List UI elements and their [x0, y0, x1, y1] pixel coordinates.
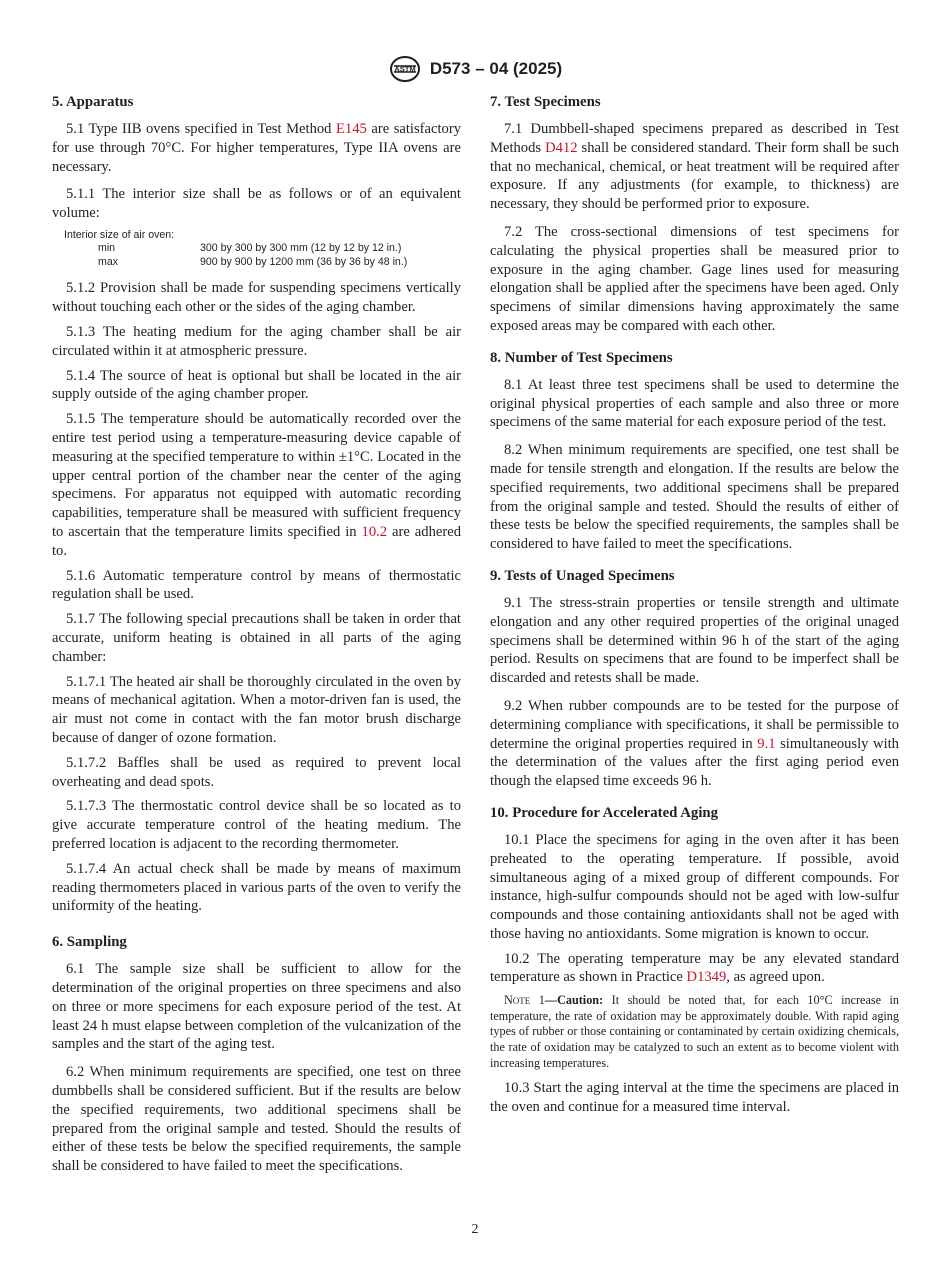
section-7-heading: 7. Test Specimens [490, 94, 601, 110]
note-label: Note 1 [504, 993, 545, 1008]
section-8-number-of-specimens [490, 348, 899, 554]
section-9-unaged-specimens [490, 566, 899, 791]
page-number: 2 [471, 1222, 479, 1237]
table-row [64, 256, 407, 270]
paragraph-9-2 [490, 697, 899, 791]
paragraph-8-2: 8.2 When minimum requirements are specified, one test shall be made for tensile strength and elongation. If the results are below the specified requirements, two additional specimens shall be prepared from the original sample and tested. Should the results of either of these tests be below the specified requirements, the samples shall be considered to have failed to meet the specifications. [490, 442, 899, 553]
right-column [490, 92, 899, 1129]
section-8-heading: 8. Number of Test Specimens [490, 349, 673, 366]
astm-logo-text: ASTM [394, 64, 416, 74]
link-e145[interactable]: E145 [336, 121, 367, 137]
paragraph-text: are adhered to. [52, 524, 461, 559]
table-cell-label: min [98, 242, 116, 255]
table-cell-value: 300 by 300 by 300 mm (12 by 12 by 12 in.) [200, 242, 402, 255]
paragraph-5-1-6: 5.1.6 Automatic temperature control by means of thermostatic regulation shall be used. [52, 567, 461, 603]
paragraph-5-1-5 [52, 410, 461, 560]
paragraph-6-2: 6.2 When minimum requirements are specified, one test on three dumbbells shall be considered sufficient. But if the results are below the specified requirements, two additional specimens shall be prepared from the original sample and tested. Should the results of either of these tests be below the specified requirements, the sample shall be considered to have failed to meet the specifications. [52, 1064, 461, 1175]
paragraph-5-1-7: 5.1.7 The following special precautions shall be taken in order that accurate, uniform heating is obtained in all parts of the aging chamber: [52, 611, 461, 665]
section-9-heading: 9. Tests of Unaged Specimens [490, 567, 675, 584]
paragraph-10-3: 10.3 Start the aging interval at the time the specimens are placed in the oven and continue for a measured time interval. [490, 1080, 899, 1116]
paragraph-7-1 [490, 120, 899, 214]
paragraph-text: simultaneously with the determination of the values after the first aging period even though the elapsed time exceeds 96 h. [490, 735, 899, 790]
section-10-accelerated-aging [490, 803, 899, 1117]
paragraph-10-2 [490, 950, 899, 988]
section-7-test-specimens [490, 92, 899, 336]
paragraph-6-1: 6.1 The sample size shall be sufficient to allow for the determination of the original properties on three specimens and also on three or more specimens for each exposure period of the test. At least 24 h must elapse between completion of the vulcanization of the samples and the start of the aging test. [52, 961, 461, 1053]
section-5-apparatus [52, 92, 461, 916]
paragraph-9-1: 9.1 The stress-strain properties or tensile strength and ultimate elongation and any other required properties of the original unaged specimens shall be determined within 96 h of the start of the aging period. Results on specimens that are found to be imperfect shall be discarded and retests shall be made. [490, 594, 899, 687]
paragraph-text: are satisfactory for use through 70°C. For higher temperatures, Type IIA ovens are necessary. [52, 121, 461, 175]
link-10-2[interactable]: 10.2 [361, 524, 388, 541]
oven-size-table [64, 229, 407, 270]
paragraph-5-1-7-3: 5.1.7.3 The thermostatic control device shall be so located as to give accurate temperature control of the heating medium. The preferred location is adjacent to the recording thermometer. [52, 798, 461, 852]
paragraph-text: 7.1 Dumbbell-shaped specimens prepared as described in Test Methods [490, 121, 899, 156]
note-1-caution [490, 993, 899, 1071]
section-10-heading: 10. Procedure for Accelerated Aging [490, 804, 719, 821]
paragraph-7-2: 7.2 The cross-sectional dimensions of test specimens for calculating the physical properties shall be measured prior to exposure in the aging chamber. Gage lines used for measuring elongation shall be applied after the specimens have been aged. Only specimens of similar dimensions having approximately the same exposed areas may be compared with each other. [490, 223, 899, 334]
section-5-heading: 5. Apparatus [52, 94, 134, 110]
paragraph-text: 9.2 When rubber compounds are to be tested for the purpose of determining compliance with specifications, it shall be permissible to determine the original properties required in [490, 697, 899, 752]
table-row [64, 242, 407, 256]
paragraph-5-1-3: 5.1.3 The heating medium for the aging chamber shall be air circulated within it at atmospheric pressure. [52, 324, 461, 359]
paragraph-text: 10.2 The operating temperature may be any elevated standard temperature as shown in Practice [490, 950, 899, 986]
astm-logo-icon [388, 55, 422, 83]
oven-size-table-caption: Interior size of air oven: [64, 228, 175, 241]
table-cell-value: 900 by 900 by 1200 mm (36 by 36 by 48 in.) [200, 255, 408, 268]
paragraph-5-1-7-2: 5.1.7.2 Baffles shall be used as required to prevent local overheating and dead spots. [52, 754, 461, 790]
paragraph-text: shall be considered standard. Their form shall be such that no mechanical, chemical, or heat treatment will be required after exposure. If any adjustments (for example, to thickness) are necessary, they should be performed prior to exposure. [490, 139, 899, 213]
page-header [0, 55, 950, 85]
link-d412[interactable]: D412 [545, 139, 578, 156]
note-text: It should be noted that, for each 10°C increase in temperature, the rate of oxidation may be approximately double. With rapid aging types of rubber or those containing or contaminated by certain oxidizing chemicals, the rate of oxidation may be catalyzed to such an extent as to become violent with increasing temperatures. [490, 993, 899, 1070]
paragraph-5-1 [52, 120, 461, 176]
paragraph-5-1-7-1: 5.1.7.1 The heated air shall be thoroughly circulated in the oven by means of mechanical agitation. When a motor-driven fan is used, the air must not come in contact with the fan motor brush discharge because of danger of ozone formation. [52, 673, 461, 747]
link-9-1[interactable]: 9.1 [757, 735, 776, 752]
document-designation: D573 – 04 (2025) [429, 59, 563, 78]
paragraph-5-1-4: 5.1.4 The source of heat is optional but shall be located in the air supply outside of the aging chamber proper. [52, 367, 461, 403]
link-d1349[interactable]: D1349 [686, 969, 727, 986]
left-column [52, 92, 461, 1188]
table-cell-label: max [98, 255, 119, 268]
paragraph-10-1: 10.1 Place the specimens for aging in the oven after it has been preheated to the operating temperature. If possible, avoid simultaneous aging of a mixed group of different compounds. For instance, high-sulfur compounds should not be aged with low-sulfur compounds and those containing antioxidants shall not be aged with those having no antioxidants. Some migration is known to occur. [490, 831, 899, 942]
paragraph-text: , as agreed upon. [726, 969, 825, 986]
paragraph-5-1-7-4: 5.1.7.4 An actual check shall be made by means of maximum reading thermometers placed in various parts of the oven to verify the uniformity of the heating. [52, 860, 461, 915]
paragraph-5-1-1: 5.1.1 The interior size shall be as follows or of an equivalent volume: [52, 186, 461, 222]
section-6-heading: 6. Sampling [52, 934, 127, 951]
paragraph-text: 5.1.5 The temperature should be automatically recorded over the entire test period using a temperature-measuring device capable of measuring at the specified temperature to within ±1°C. Located in the upper central portion of the chamber near the center of the aging specimens. For apparatus not equipped with automatic recording capabilities, temperature shall be measured with sufficient frequency to ascertain that the temperature limits specified in [52, 411, 461, 541]
note-caution-label: —Caution: [544, 993, 604, 1008]
paragraph-5-1-2: 5.1.2 Provision shall be made for suspending specimens vertically without touching each other or the sides of the aging chamber. [52, 280, 461, 316]
paragraph-8-1: 8.1 At least three test specimens shall be used to determine the original physical properties of each sample and also three or more specimens of the same material for each exposure period of the test. [490, 376, 899, 431]
section-6-sampling [52, 932, 461, 1176]
paragraph-text: 5.1 Type IIB ovens specified in Test Method [66, 121, 337, 137]
